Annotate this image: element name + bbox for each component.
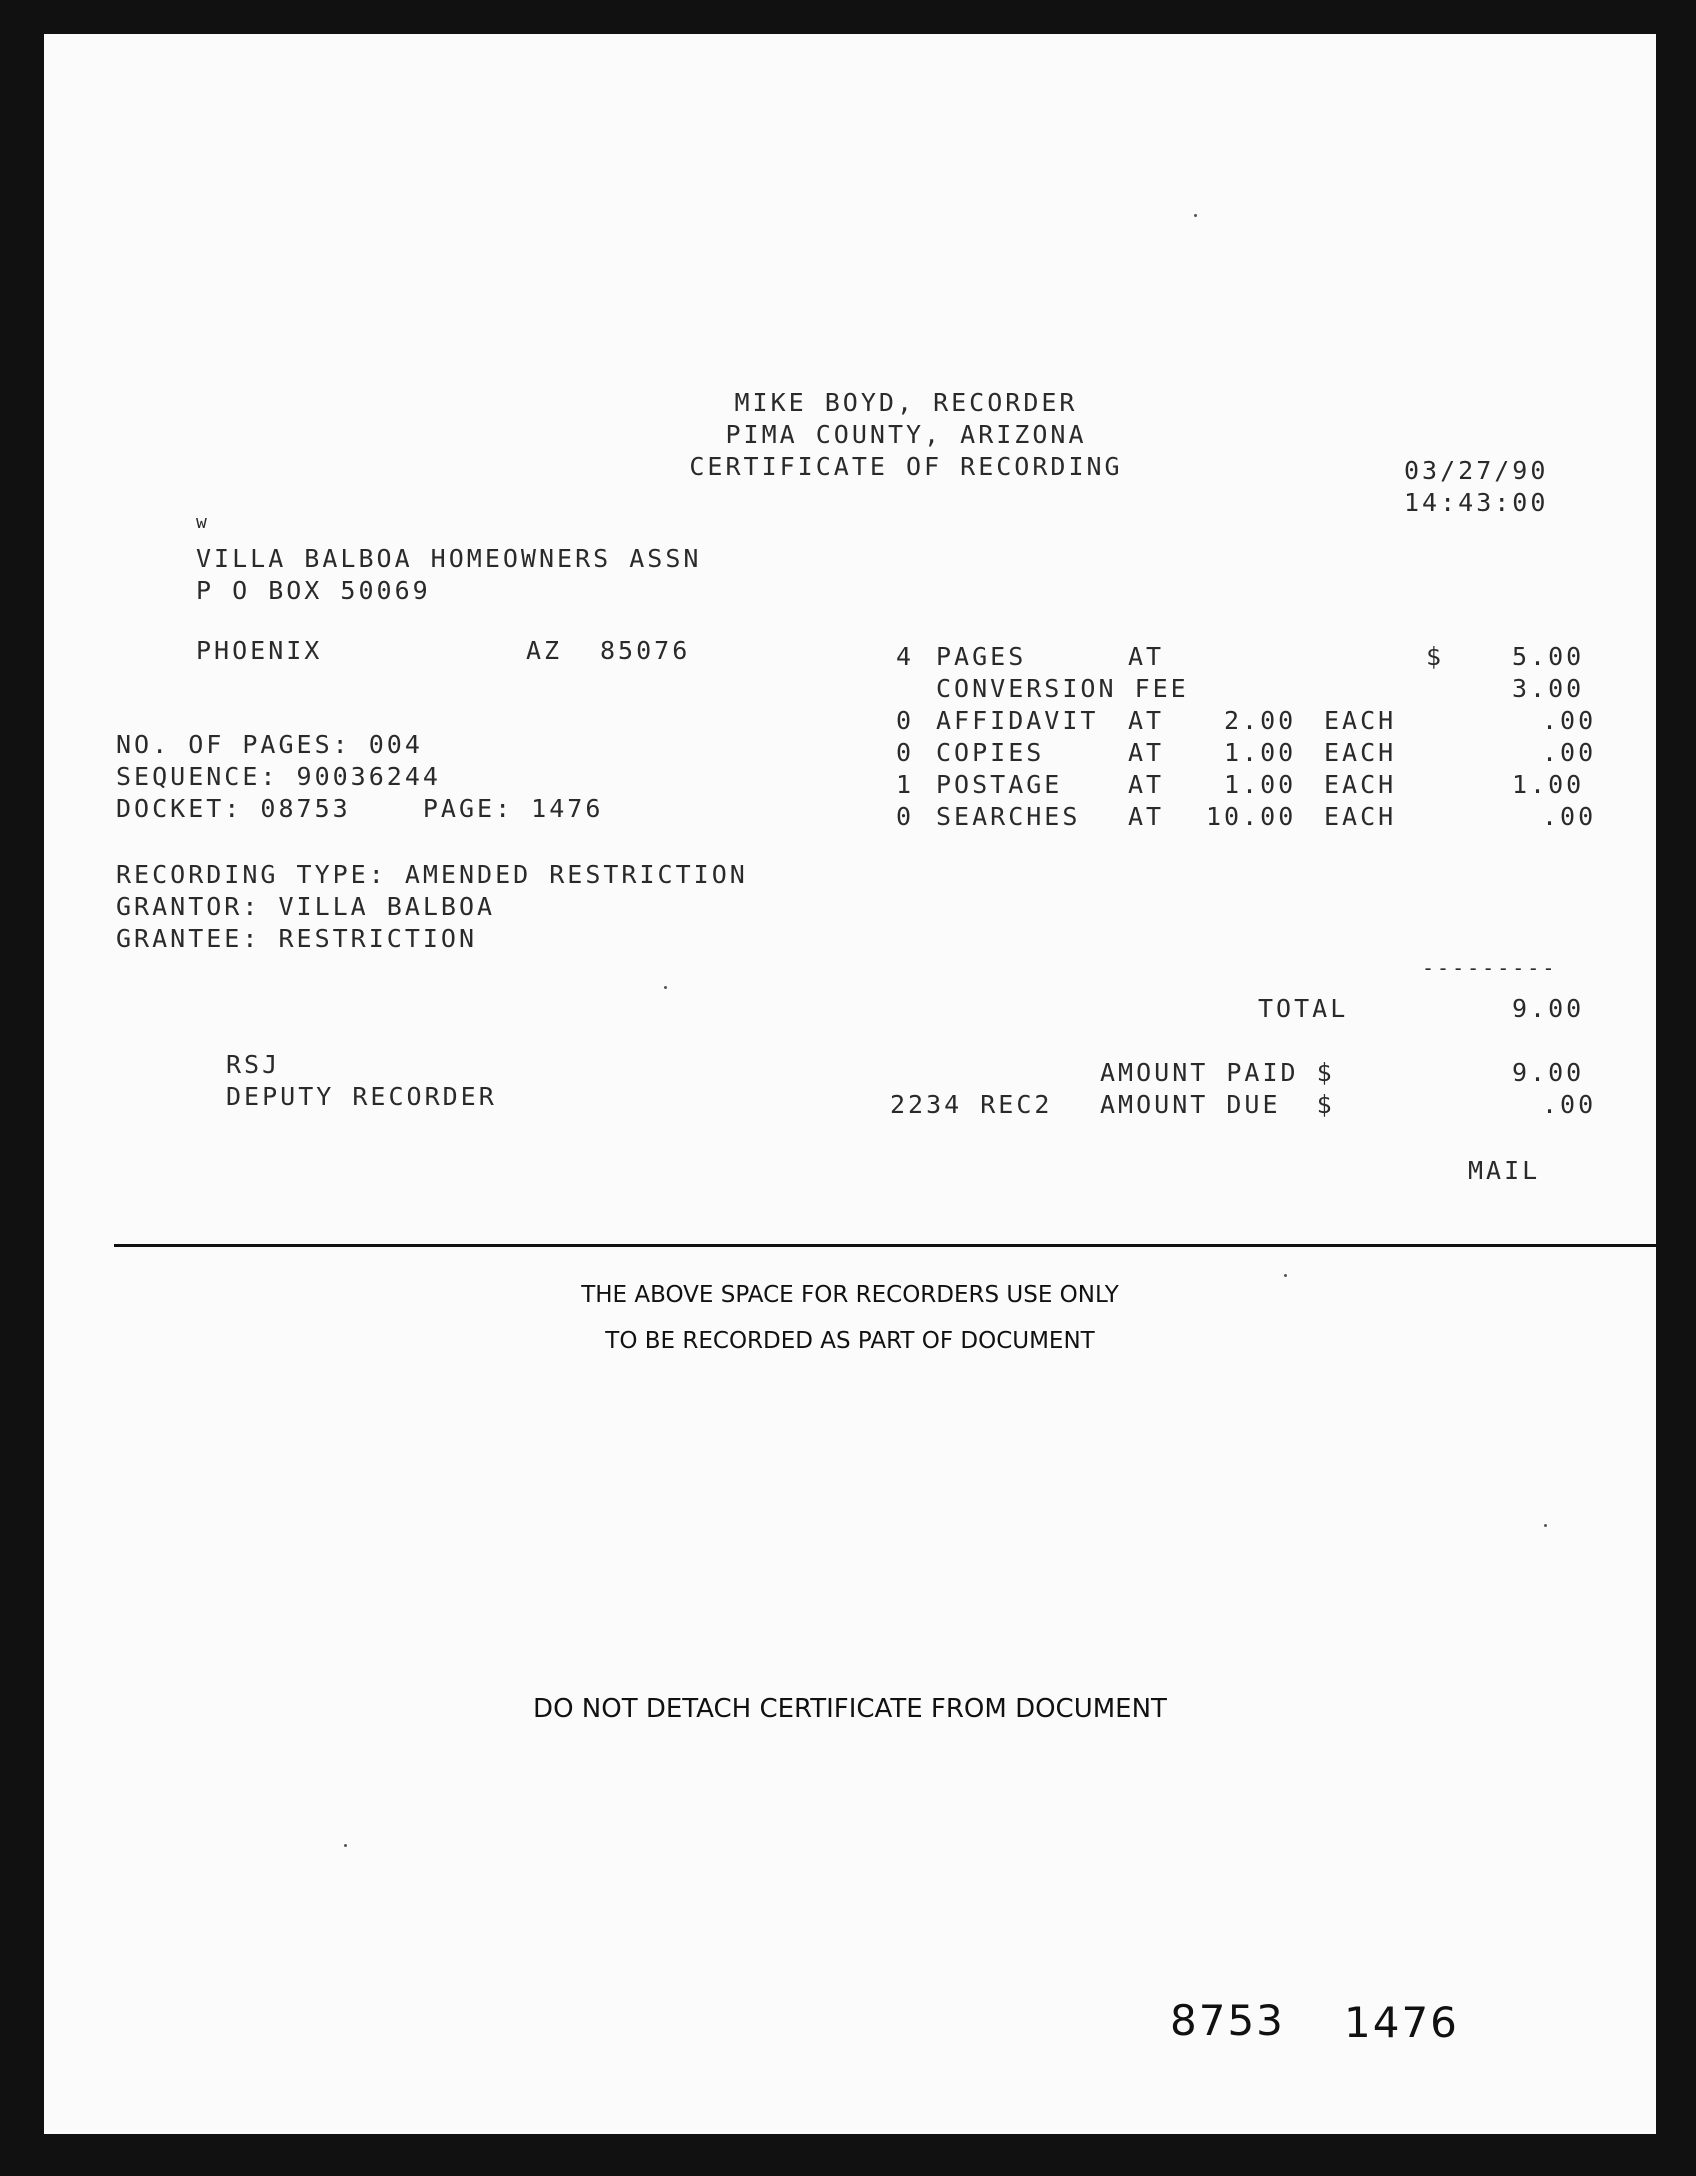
fee-amount: .00 — [1542, 802, 1597, 831]
fee-row — [896, 676, 1606, 708]
recording-date: 03/27/90 — [1404, 456, 1549, 485]
fee-qty: 4 — [896, 642, 915, 671]
fee-qty: 0 — [896, 706, 915, 735]
deputy-title: DEPUTY RECORDER — [226, 1082, 497, 1111]
scan-speck — [1544, 1524, 1547, 1527]
fee-item: PAGES — [936, 642, 1027, 671]
fee-amount: 3.00 — [1512, 674, 1585, 703]
recipient-name: VILLA BALBOA HOMEOWNERS ASSN — [196, 544, 702, 573]
delivery-method: MAIL — [1468, 1156, 1541, 1185]
fee-item: POSTAGE — [936, 770, 1063, 799]
recipient-address: P O BOX 50069 — [196, 576, 431, 605]
fee-at: AT — [1128, 770, 1165, 799]
fee-currency: $ — [1426, 642, 1445, 671]
fee-each: EACH — [1324, 802, 1397, 831]
recipient-state: AZ — [526, 636, 563, 665]
fee-qty: 1 — [896, 770, 915, 799]
fee-rate: 2.00 — [1224, 706, 1297, 735]
fee-row — [896, 644, 1606, 676]
footer-page-number: 1476 — [1344, 1998, 1459, 2047]
fee-at: AT — [1128, 802, 1165, 831]
fee-rate: 1.00 — [1224, 770, 1297, 799]
recipient-city: PHOENIX — [196, 636, 323, 665]
deputy-initials: RSJ — [226, 1050, 281, 1079]
fee-at: AT — [1128, 642, 1165, 671]
certificate-title: CERTIFICATE OF RECORDING — [689, 452, 1123, 481]
recording-type: RECORDING TYPE: AMENDED RESTRICTION — [116, 860, 748, 889]
amount-paid-label: AMOUNT PAID $ — [1100, 1058, 1335, 1087]
fee-amount: .00 — [1542, 738, 1597, 767]
amount-due-label: AMOUNT DUE $ — [1100, 1090, 1335, 1119]
fee-at: AT — [1128, 706, 1165, 735]
scan-speck — [1194, 214, 1197, 217]
recorders-use-notice: THE ABOVE SPACE FOR RECORDERS USE ONLY — [581, 1282, 1119, 1308]
fee-each: EACH — [1324, 706, 1397, 735]
sequence-number: SEQUENCE: 90036244 — [116, 762, 441, 791]
fee-qty: 0 — [896, 802, 915, 831]
register-id: 2234 REC2 — [890, 1090, 1053, 1119]
total-amount: 9.00 — [1512, 994, 1585, 1023]
fee-each: EACH — [1324, 738, 1397, 767]
footer-docket-number: 8753 — [1170, 1996, 1285, 2045]
recorder-name: MIKE BOYD, RECORDER — [734, 388, 1078, 417]
do-not-detach-notice: DO NOT DETACH CERTIFICATE FROM DOCUMENT — [533, 1694, 1167, 1724]
scan-speck — [664, 986, 667, 989]
recorder-space-divider — [114, 1244, 1666, 1247]
scan-speck — [1284, 1274, 1287, 1277]
grantee: GRANTEE: RESTRICTION — [116, 924, 478, 953]
amount-paid: 9.00 — [1512, 1058, 1585, 1087]
county-name: PIMA COUNTY, ARIZONA — [725, 420, 1087, 449]
number-of-pages: NO. OF PAGES: 004 — [116, 730, 423, 759]
fee-amount: 5.00 — [1512, 642, 1585, 671]
docket-page: DOCKET: 08753 PAGE: 1476 — [116, 794, 604, 823]
total-label: TOTAL — [1258, 994, 1349, 1023]
fee-item: AFFIDAVIT — [936, 706, 1099, 735]
fee-item: COPIES — [936, 738, 1045, 767]
fee-row — [896, 772, 1606, 804]
recording-time: 14:43:00 — [1404, 488, 1549, 517]
scan-speck — [344, 1844, 347, 1847]
fee-amount: .00 — [1542, 706, 1597, 735]
fee-row — [896, 708, 1606, 740]
fee-item: CONVERSION FEE — [936, 674, 1189, 703]
fee-rate: 1.00 — [1224, 738, 1297, 767]
part-of-document-notice: TO BE RECORDED AS PART OF DOCUMENT — [605, 1328, 1095, 1354]
fee-amount: 1.00 — [1512, 770, 1585, 799]
fee-item: SEARCHES — [936, 802, 1081, 831]
fee-qty: 0 — [896, 738, 915, 767]
total-separator: --------- — [1422, 956, 1558, 980]
certificate-page — [44, 34, 1656, 2134]
fee-each: EACH — [1324, 770, 1397, 799]
fee-at: AT — [1128, 738, 1165, 767]
grantor: GRANTOR: VILLA BALBOA — [116, 892, 496, 921]
fee-rate: 10.00 — [1206, 802, 1297, 831]
recipient-zip: 85076 — [600, 636, 691, 665]
recipient-mark: w — [196, 512, 210, 533]
fee-row — [896, 804, 1606, 836]
fee-row — [896, 740, 1606, 772]
amount-due: .00 — [1542, 1090, 1597, 1119]
